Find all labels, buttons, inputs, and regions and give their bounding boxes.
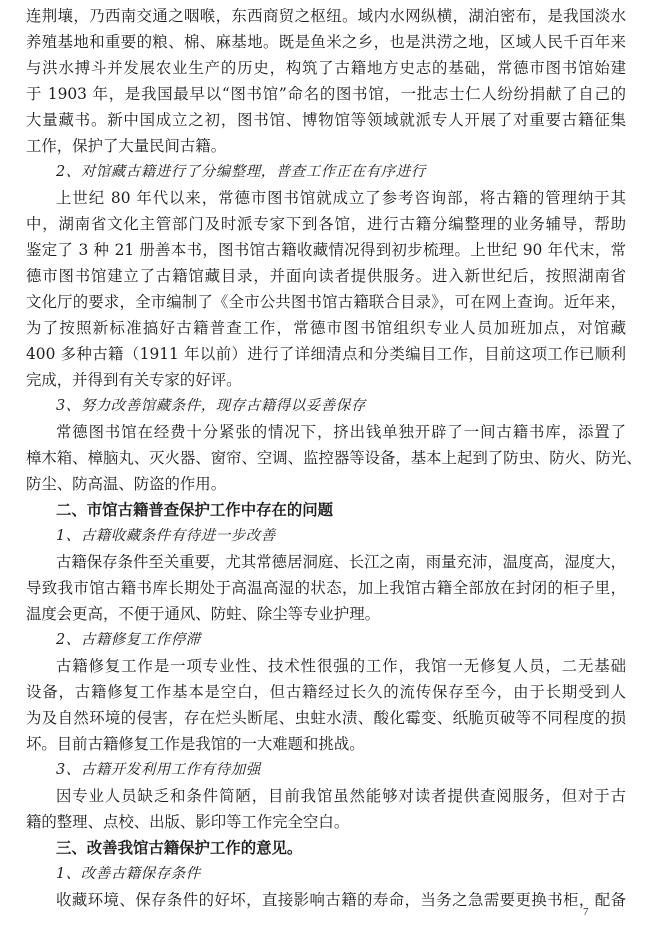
section-heading: 三、改善我馆古籍保护工作的意见。 [56,839,303,857]
text-line: 中，湖南省文化主管部门及时派专家下到各馆，进行古籍分编整理的业务辅导，帮助 [26,215,626,233]
text-line: 古籍修复工作是一项专业性、技术性很强的工作，我馆一无修复人员，二无基础 [56,657,626,675]
subheading: 2、古籍修复工作停滞 [56,632,201,648]
text-line: 温度会更高，不便于通风、防蛀、除尘等专业护理。 [26,605,380,623]
text-line: 德市图书馆建立了古籍馆藏目录，并面向读者提供服务。进入新世纪后，按照湖南省 [26,267,626,285]
text-line: 于 1903 年，是我国最早以“图书馆”命名的图书馆，一批志士仁人纷纷捐献了自己的 [26,85,626,103]
text-line: 古籍保存条件至关重要，尤其常德居洞庭、长江之南，雨量充沛，温度高，湿度大， [56,553,626,571]
text-line: 与洪水搏斗并发展农业生产的历史，构筑了古籍地方史志的基础，常德市图书馆始建 [26,59,626,77]
text-line: 完成，并得到有关专家的好评。 [26,371,242,389]
page-number: 7 [583,906,589,918]
text-line: 400 多种古籍（1911 年以前）进行了详细清点和分类编目工作，目前这项工作已顺利 [26,345,626,363]
text-line: 养殖基地和重要的粮、棉、麻基地。既是鱼米之乡，也是洪涝之地，区域人民千百年来 [26,33,626,51]
text-line: 籍的整理、点校、出版、影印等工作完全空白。 [26,813,350,831]
text-line: 鉴定了 3 种 21 册善本书，图书馆古籍收藏情况得到初步梳理。上世纪 90 年代末，常 [26,241,626,259]
text-line: 导致我市馆古籍书库长期处于高温高湿的状态，加上我馆古籍全部放在封闭的柜子里， [26,579,626,597]
text-line: 樟木箱、樟脑丸、灭火器、窗帘、空调、监控器等设备，基本上起到了防虫、防火、防光、 [26,449,642,467]
subheading: 2、对馆藏古籍进行了分编整理，普查工作正在有序进行 [56,164,426,180]
text-line: 设备，古籍修复工作基本是空白，但古籍经过长久的流传保存至今，由于长期受到人 [26,683,626,701]
subheading: 1、改善古籍保存条件 [56,866,201,882]
text-line: 因专业人员缺乏和条件简陋，目前我馆虽然能够对读者提供查阅服务，但对于古 [56,787,626,805]
text-line: 防尘、防高温、防盗的作用。 [26,475,227,493]
text-line: 工作，保护了大量民间古籍。 [26,137,227,155]
text-line: 连荆壤，乃西南交通之咽喉，东西商贸之枢纽。域内水网纵横，湖泊密布，是我国淡水 [26,7,626,25]
section-heading: 二、市馆古籍普查保护工作中存在的问题 [56,501,334,519]
text-line: 收藏环境、保存条件的好坏，直接影响古籍的寿命，当务之急需要更换书柜，配备 [56,891,626,909]
text-line: 坏。目前古籍修复工作是我馆的一大难题和挑战。 [26,735,365,753]
subheading: 1、古籍收藏条件有待进一步改善 [56,528,276,544]
text-line: 大量藏书。新中国成立之初，图书馆、博物馆等领域就派专人开展了对重要古籍征集 [26,111,626,129]
subheading: 3、古籍开发利用工作有待加强 [56,762,261,778]
subheading: 3、努力改善馆藏条件，现存古籍得以妥善保存 [56,398,366,414]
text-line: 上世纪 80 年代以来，常德市图书馆就成立了参考咨询部，将古籍的管理纳于其 [56,189,626,207]
text-line: 为及自然环境的侵害，存在烂头断尾、虫蛀水渍、酸化霉变、纸脆页破等不同程度的损 [26,709,626,727]
text-line: 常德图书馆在经费十分紧张的情况下，挤出钱单独开辟了一间古籍书库，添置了 [56,423,626,441]
text-line: 文化厅的要求，全市编制了《全市公共图书馆古籍联合目录》，可在网上查询。近年来， [26,293,626,311]
text-line: 为了按照新标准搞好古籍普查工作，常德市图书馆组织专业人员加班加点，对馆藏 [26,319,626,337]
